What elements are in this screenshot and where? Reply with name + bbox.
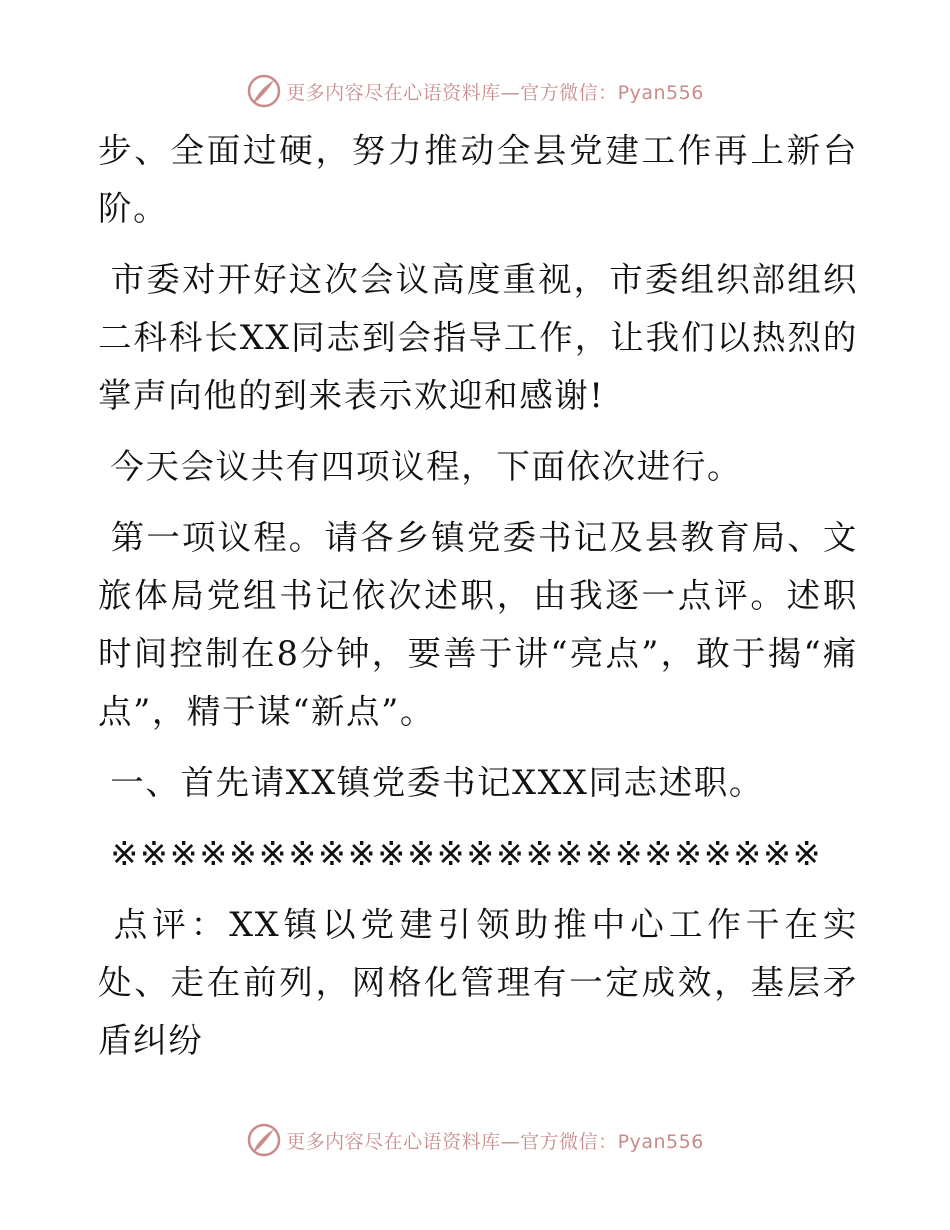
quill-pen-logo-icon (246, 1122, 282, 1158)
quill-pen-logo-icon (246, 73, 282, 109)
separator-line: ※※※※※※※※※※※※※※※※※※※※※※※※ (98, 834, 823, 873)
document-body (98, 122, 858, 1083)
paragraph: 今天会议共有四项议程，下面依次进行。 (98, 447, 743, 486)
footer-watermark-text: 更多内容尽在心语资料库—官方微信：Pyan556 (286, 1130, 704, 1153)
paragraph: 一、首先请XX镇党委书记XXX同志述职。 (98, 763, 764, 802)
paragraph: 点评：XX镇以党建引领助推中心工作干在实处、走在前列，网格化管理有一定成效，基层矛盾纠纷 (98, 905, 859, 1060)
paragraph: 步、全面过硬，努力推动全县党建工作再上新台阶。 (98, 131, 858, 228)
paragraph: 第一项议程。请各乡镇党委书记及县教育局、文旅体局党组书记依次述职，由我逐一点评。述职时间控制在8分钟，要善于讲“亮点”，敢于揭“痛点”，精于谋“新点”。 (98, 518, 858, 731)
footer-watermark (0, 1120, 950, 1160)
header-watermark-text: 更多内容尽在心语资料库—官方微信：Pyan556 (286, 81, 704, 104)
paragraph: 市委对开好这次会议高度重视，市委组织部组织二科科长XX同志到会指导工作，让我们以热烈的掌声向他的到来表示欢迎和感谢! (98, 260, 858, 415)
header-watermark (0, 71, 950, 111)
